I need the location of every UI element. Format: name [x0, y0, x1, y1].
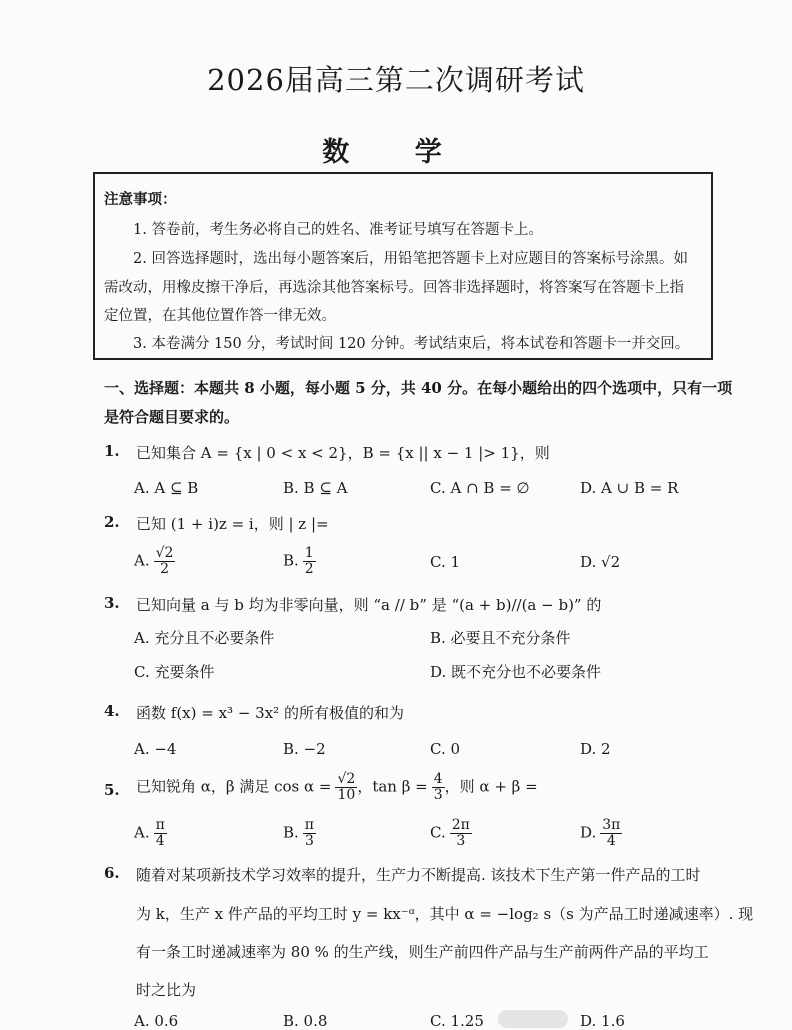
q5-option-c[interactable]	[430, 818, 472, 849]
q4-stem: 函数 f(x) = x³ − 3x² 的所有极值的和为	[136, 704, 404, 722]
q5-option-a-label: A.	[134, 823, 150, 842]
q5-option-a[interactable]	[134, 818, 167, 849]
q3-option-d[interactable]: D. 既不充分也不必要条件	[430, 663, 602, 681]
section-heading-cont: 是符合题目要求的。	[104, 408, 240, 426]
q1-number: 1.	[104, 442, 120, 460]
q5-option-d-label: D.	[580, 823, 597, 842]
q4-option-c[interactable]: C. 0	[430, 740, 461, 758]
fraction-denominator: 4	[155, 833, 165, 849]
q5-stem-part-1: 已知锐角 α，β 满足 cos α =	[136, 777, 332, 796]
fraction-numerator: 3π	[602, 817, 621, 833]
notice-line-1: 1. 答卷前，考生务必将自己的姓名、准考证号填写在答题卡上。	[133, 222, 543, 238]
notice-line-5: 3. 本卷满分 150 分，考试时间 120 分钟。考试结束后，将本试卷和答题卡一并交回。	[133, 336, 690, 352]
notice-line-2: 2. 回答选择题时，选出每小题答案后，用铅笔把答题卡上对应题目的答案标号涂黑。如	[133, 251, 688, 267]
q2-option-a[interactable]	[134, 546, 175, 577]
q2-option-b[interactable]	[283, 546, 316, 577]
fraction-numerator: √2	[155, 545, 174, 561]
section-heading: 一、选择题：本题共 8 小题，每小题 5 分，共 40 分。在每小题给出的四个选项中，只有一项	[104, 379, 733, 397]
q5-number: 5.	[104, 781, 120, 799]
fraction-denominator: 3	[433, 787, 443, 803]
fraction-numerator: 1	[304, 545, 314, 561]
q1-option-c[interactable]: C. A ∩ B = ∅	[430, 479, 530, 497]
fraction-denominator: 2	[160, 561, 169, 577]
fraction-denominator: 3	[456, 833, 466, 849]
fraction-numerator: π	[155, 817, 165, 833]
q6-number: 6.	[104, 864, 120, 882]
fraction-denominator: 4	[606, 833, 616, 849]
q2-option-a-fraction	[154, 546, 176, 577]
q2-option-d[interactable]: D. √2	[580, 553, 621, 571]
q5-option-c-fraction	[450, 818, 472, 849]
q6-line-1: 随着对某项新技术学习效率的提升，生产力不断提高. 该技术下生产第一件产品的工时	[136, 866, 701, 884]
q1-option-d[interactable]: D. A ∪ B = R	[580, 479, 679, 497]
q6-line-3: 有一条工时递减速率为 80 % 的生产线，则生产前四件产品与生产前两件产品的平均工	[136, 943, 709, 961]
q5-option-b[interactable]	[283, 818, 316, 849]
q2-option-b-label: B.	[283, 551, 299, 570]
q2-option-a-label: A.	[134, 551, 150, 570]
q3-option-b[interactable]: B. 必要且不充分条件	[430, 629, 571, 647]
fraction-denominator: 3	[304, 833, 314, 849]
q4-option-b[interactable]: B. −2	[283, 740, 326, 758]
q3-stem: 已知向量 a 与 b 均为非零向量，则 “a // b” 是 “(a + b)//(a − b)” 的	[136, 596, 602, 614]
q6-option-b[interactable]: B. 0.8	[283, 1012, 328, 1030]
q5-option-d-fraction	[600, 818, 622, 849]
q5-option-c-label: C.	[430, 823, 446, 842]
q6-option-c[interactable]: C. 1.25	[430, 1012, 484, 1030]
q6-line-4: 时之比为	[136, 981, 197, 999]
q3-option-a[interactable]: A. 充分且不必要条件	[134, 629, 275, 647]
fraction-numerator: 2π	[451, 817, 470, 833]
q6-option-a[interactable]: A. 0.6	[134, 1012, 179, 1030]
watermark-blur	[498, 1010, 568, 1028]
q4-option-a[interactable]: A. −4	[134, 740, 177, 758]
q2-option-b-fraction	[303, 546, 316, 577]
q3-number: 3.	[104, 594, 120, 612]
q1-option-b[interactable]: B. B ⊆ A	[283, 479, 348, 497]
q4-number: 4.	[104, 702, 120, 720]
fraction-denominator: 2	[304, 561, 314, 577]
q2-number: 2.	[104, 513, 120, 531]
q4-option-d[interactable]: D. 2	[580, 740, 611, 758]
q5-option-b-fraction	[303, 818, 316, 849]
q5-tan-fraction	[432, 772, 445, 803]
q2-stem: 已知 (1 + i)z = i，则 | z |=	[136, 515, 329, 533]
fraction-numerator: π	[304, 817, 314, 833]
fraction-numerator: 4	[433, 771, 443, 787]
subject-title: 数 学	[322, 137, 470, 168]
exam-title: 2026届高三第二次调研考试	[207, 63, 585, 97]
q5-stem	[136, 772, 538, 803]
fraction-numerator: √2	[337, 771, 356, 787]
fraction-denominator: 10	[337, 787, 356, 803]
q1-stem: 已知集合 A = {x | 0 < x < 2}，B = {x || x − 1 |> 1}，则	[136, 444, 550, 462]
q5-option-d[interactable]	[580, 818, 622, 849]
q5-option-a-fraction	[154, 818, 167, 849]
notice-heading: 注意事项：	[104, 191, 177, 208]
q2-option-c[interactable]: C. 1	[430, 553, 461, 571]
q5-option-b-label: B.	[283, 823, 299, 842]
q1-option-a[interactable]: A. A ⊆ B	[134, 479, 199, 497]
q6-option-d[interactable]: D. 1.6	[580, 1012, 625, 1030]
q5-stem-part-2: ，tan β =	[357, 777, 428, 796]
q5-cos-fraction	[335, 772, 357, 803]
q5-stem-part-3: ，则 α + β =	[444, 777, 538, 796]
q6-line-2: 为 k，生产 x 件产品的平均工时 y = kx⁻ᵅ，其中 α = −log₂ s（s 为产品工时递减速率）. 现	[136, 905, 754, 923]
q3-option-c[interactable]: C. 充要条件	[134, 663, 215, 681]
notice-line-4: 定位置，在其他位置作答一律无效。	[104, 308, 336, 324]
notice-line-3: 需改动，用橡皮擦干净后，再选涂其他答案标号。回答非选择题时，将答案写在答题卡上指	[104, 280, 684, 296]
